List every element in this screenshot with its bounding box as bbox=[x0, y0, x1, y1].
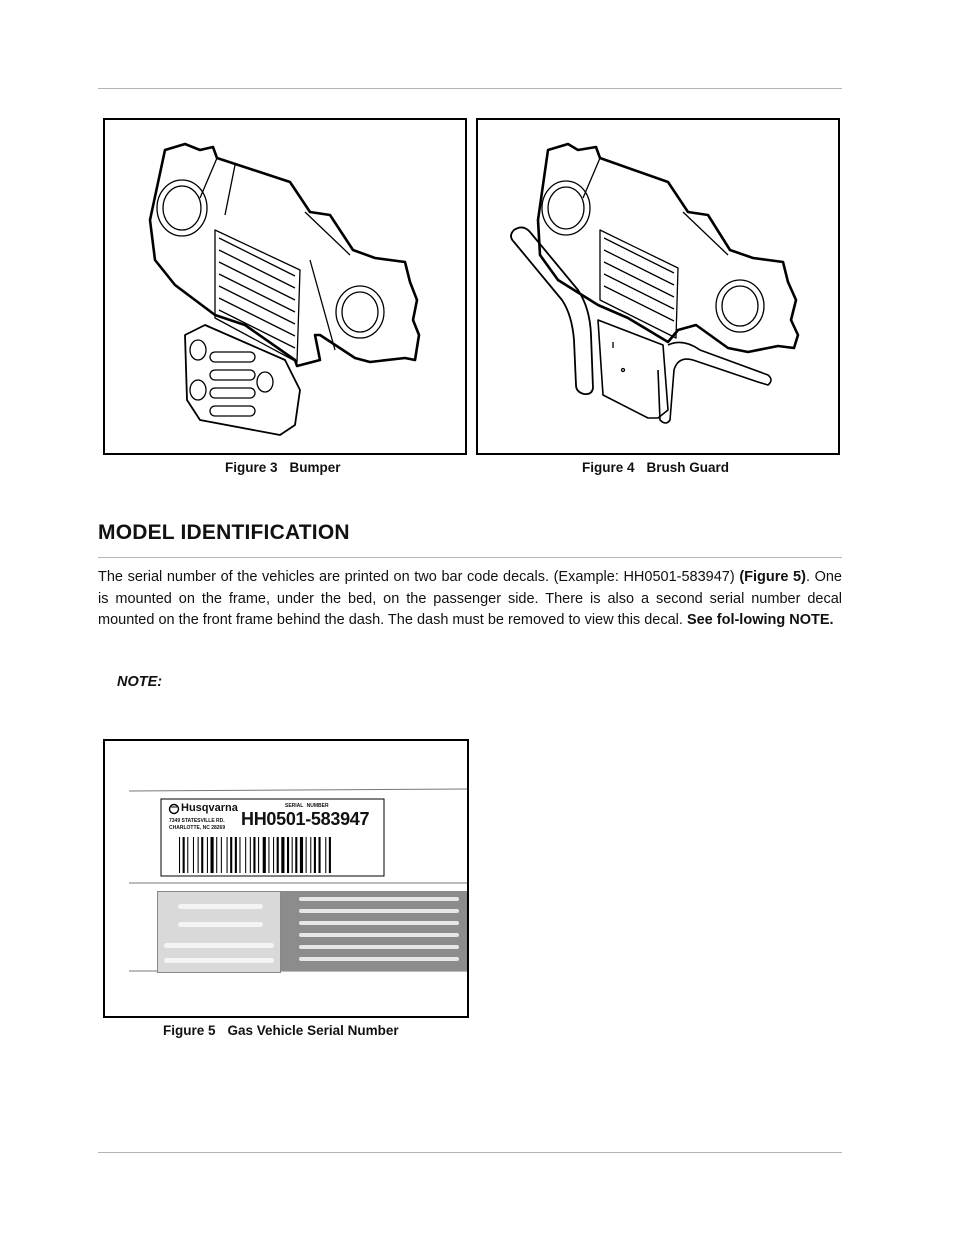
barcode-bar bbox=[227, 837, 228, 873]
data-plate bbox=[157, 891, 467, 971]
section-heading-rule bbox=[98, 557, 842, 558]
figure-4-number: Figure 4 bbox=[582, 460, 635, 475]
barcode-bar bbox=[300, 837, 303, 873]
barcode-bar bbox=[187, 837, 188, 873]
footer-rule bbox=[98, 1152, 842, 1153]
barcode-bar bbox=[295, 837, 297, 873]
header-rule bbox=[98, 88, 842, 89]
figure-5-number: Figure 5 bbox=[163, 1023, 216, 1038]
barcode-bar bbox=[221, 837, 222, 873]
note-label: NOTE: bbox=[117, 674, 163, 690]
see-note-reference: See fol-lowing NOTE. bbox=[686, 612, 834, 628]
barcode-bar bbox=[306, 837, 307, 873]
paragraph-part-2: . One is mounted on the frame, under the bed, on the passenger side. There is also a second serial number decal mounted on the front frame behind the dash. The dash must be removed to view this decal. bbox=[98, 569, 842, 628]
barcode-bar bbox=[250, 837, 251, 873]
barcode-bar bbox=[235, 837, 237, 873]
data-plate-left-panel bbox=[157, 891, 281, 973]
barcode-bar bbox=[183, 837, 185, 873]
section-heading: MODEL IDENTIFICATION bbox=[98, 521, 350, 544]
figure-4-title: Brush Guard bbox=[646, 460, 730, 475]
figure-3-bumper-illustration bbox=[103, 118, 467, 455]
barcode-bar bbox=[193, 837, 194, 873]
figure-4-brush-guard-illustration bbox=[476, 118, 840, 455]
barcode-bar bbox=[292, 837, 293, 873]
barcode-bar bbox=[273, 837, 274, 873]
decal-brand: Husqvarna bbox=[181, 802, 238, 814]
barcode-bar bbox=[198, 837, 199, 873]
barcode-bar bbox=[325, 837, 326, 873]
figure-5-serial-number-illustration bbox=[103, 739, 469, 1018]
barcode-bar bbox=[277, 837, 279, 873]
figure-3-number: Figure 3 bbox=[225, 460, 278, 475]
barcode-bar bbox=[211, 837, 214, 873]
figure-5-title: Gas Vehicle Serial Number bbox=[227, 1023, 399, 1038]
barcode-bar bbox=[263, 837, 266, 873]
barcode-bar bbox=[329, 837, 331, 873]
barcode-bar bbox=[258, 837, 259, 873]
barcode-bar bbox=[239, 837, 240, 873]
decal-barcode bbox=[179, 837, 369, 873]
barcode-bar bbox=[201, 837, 203, 873]
model-identification-paragraph bbox=[98, 567, 842, 632]
barcode-bar bbox=[281, 837, 284, 873]
barcode-bar bbox=[207, 837, 208, 873]
barcode-bar bbox=[230, 837, 232, 873]
barcode-bar bbox=[319, 837, 321, 873]
decal-address-line1: 7349 STATESVILLE RD. bbox=[169, 818, 225, 824]
figure-3-title: Bumper bbox=[289, 460, 341, 475]
barcode-bar bbox=[287, 837, 289, 873]
barcode-bar bbox=[253, 837, 255, 873]
decal-address-line2: CHARLOTTE, NC 28269 bbox=[169, 825, 226, 831]
barcode-bar bbox=[179, 837, 180, 873]
decal-serial-label: SERIAL NUMBER bbox=[285, 803, 329, 809]
data-plate-right-panel bbox=[281, 891, 467, 971]
figure-3-caption bbox=[225, 460, 341, 475]
barcode-bar bbox=[268, 837, 269, 873]
figure-4-caption bbox=[582, 460, 729, 475]
barcode-bar bbox=[314, 837, 316, 873]
figure-5-reference: (Figure 5) bbox=[739, 569, 806, 585]
barcode-bar bbox=[216, 837, 217, 873]
figure-5-caption bbox=[163, 1023, 399, 1038]
decal-serial-number: HH0501-583947 bbox=[241, 809, 370, 829]
barcode-bar bbox=[310, 837, 311, 873]
paragraph-part-1: The serial number of the vehicles are printed on two bar code decals. (Example: HH0501-583947) bbox=[98, 569, 740, 585]
barcode-bar bbox=[245, 837, 246, 873]
